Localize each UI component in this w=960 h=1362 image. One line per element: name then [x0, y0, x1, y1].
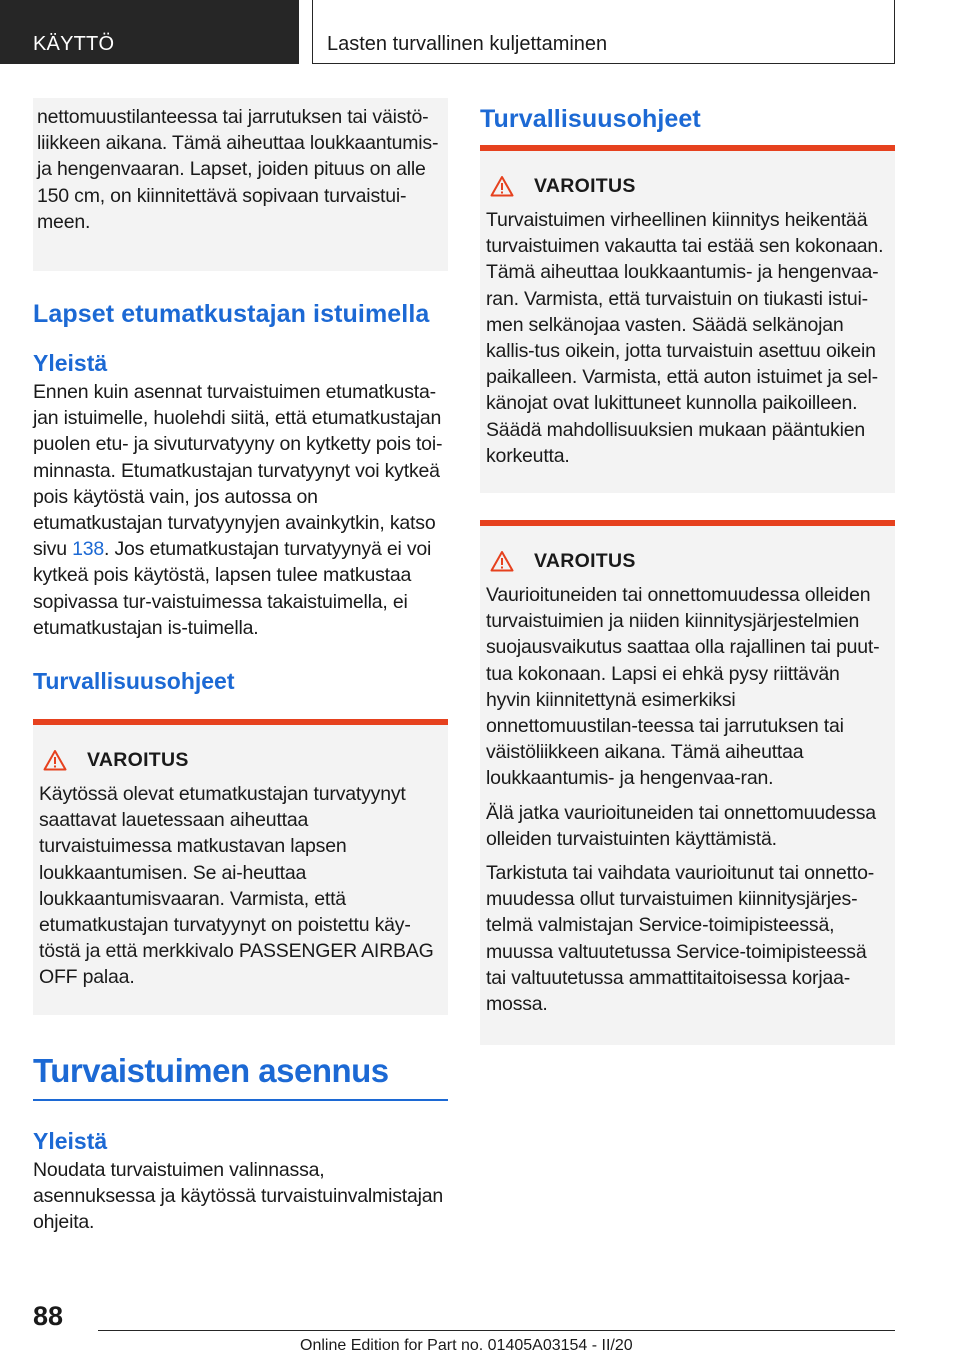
chapter-title: Lasten turvallinen kuljettaminen — [312, 0, 895, 64]
heading-front-seat: Lapset etumatkustajan istuimella — [33, 300, 430, 329]
warning-box-damaged — [480, 520, 895, 1045]
subheading-install-general: Yleistä — [33, 1127, 108, 1154]
page-number: 88 — [33, 1301, 64, 1331]
warning-label: VAROITUS — [87, 748, 189, 771]
warning-triangle-icon — [490, 550, 514, 572]
warning-text: Tarkistuta tai vaihdata vaurioitunut tai onnetto-muudessa ollut turvaistuimen kiinnitysjärjes-telmä valmistajan Service-toimipisteessä, muussa valtuutetussa Service-toimipisteessä tai valtuutetussa ammattitaitoisessa korjaa-mossa. — [486, 862, 875, 1016]
heading-safety-right: Turvallisuusohjeet — [480, 105, 701, 133]
subheading-safety: Turvallisuusohjeet — [33, 668, 235, 695]
warning-box-airbag — [33, 719, 448, 1015]
general-paragraph — [33, 379, 448, 641]
warning-label: VAROITUS — [534, 549, 636, 572]
warning-text: Vaurioituneiden tai onnettomuudessa olleiden turvaistuimien ja niiden kiinnitysjärjestelmien suojausvaikutus saattaa olla rajallinen tai puut-tua kokonaan. Lapsi ei ehkä pysy riittävän hyvin kiinnitettynä esimerkiksi onnettomuustilan-teessa tai jarrutuksen tai väistöliikkeen aikana. Tämä aiheuttaa loukkaantumis- ja hengenvaa-ran. — [486, 584, 880, 790]
warning-triangle-icon — [43, 749, 67, 771]
section-tab: KÄYTTÖ — [0, 0, 299, 64]
warning-text: Älä jatka vaurioituneiden tai onnettomuudessa olleiden turvaistuinten käyttämistä. — [486, 801, 876, 850]
footer-rule — [98, 1330, 895, 1331]
page-link-138[interactable]: 138 — [72, 538, 105, 561]
left-column — [33, 98, 448, 1235]
warning-text: Käytössä olevat etumatkustajan turvatyynyt saattavat lauetessaan aiheuttaa turvaistuimessa matkustavan lapsen loukkaantumisen. Se ai-heuttaa loukkaantumisvaaran. Varmista, että etumatkustajan turvatyynyt on poistettu käy-töstä ja että merkkivalo PASSENGER AIRBAG OFF palaa. — [39, 783, 434, 989]
warning-bar — [33, 719, 448, 725]
install-paragraph: Noudata turvaistuimen valinnassa, asennuksessa ja käytössä turvaistuinvalmistajan ohjeita. — [33, 1158, 444, 1234]
footer-edition: Online Edition for Part no. 01405A03154 - II/20 — [300, 1337, 633, 1354]
heading-install: Turvaistuimen asennus — [33, 1051, 389, 1089]
continued-warning-box — [33, 98, 448, 271]
continued-warning-text: nettomuustilanteessa tai jarrutuksen tai väistö-liikkeen aikana. Tämä aiheuttaa loukkaantumis- ja hengenvaaran. Lapset, joiden pituus on alle 150 cm, on kiinnitettävä sopivaan turvaistui-meen. — [37, 106, 439, 233]
warning-triangle-icon — [490, 175, 514, 197]
general-text-after: . Jos etumatkustajan turvatyynyä ei voi kytkeä pois käytöstä, lapsen tulee matkustaa sopivassa tur-vaistuimessa takaistuimella, ei etumatkustajan is-tuimella. — [33, 538, 432, 639]
heading-rule — [33, 1099, 448, 1101]
warning-text: Turvaistuimen virheellinen kiinnitys heikentää turvaistuimen vakautta tai estää sen kokonaan. Tämä aiheuttaa loukkaantumis- ja hengenvaa-ran. Varmista, että turvaistuin on tiukasti istui-men selkänojaa vasten. Säädä selkänojan kallis-tus oikein, jotta turvaistuin asettuu oikein paikalleen. Varmista, että auton istuimet ja sel-känojat ovat lukittuneet kunnolla paikoilleen. Säädä mahdollisuuksien mukaan pääntukien korkeutta. — [486, 209, 884, 467]
warning-label: VAROITUS — [534, 174, 636, 197]
warning-box-installation — [480, 145, 895, 493]
warning-bar — [480, 145, 895, 151]
subheading-general: Yleistä — [33, 350, 108, 377]
warning-bar — [480, 520, 895, 526]
general-text-before: Ennen kuin asennat turvaistuimen etumatkusta-jan istuimelle, huolehdi siitä, että etumatkustajan puolen etu- ja sivuturvatyyny on kytketty pois toi-minnasta. Etumatkustajan turvatyynyt voi kytkeä pois käytöstä vain, jos autossa on etumatkustajan turvatyynyjen avainkytkin, katso sivu — [33, 381, 443, 561]
right-column — [480, 98, 895, 1045]
